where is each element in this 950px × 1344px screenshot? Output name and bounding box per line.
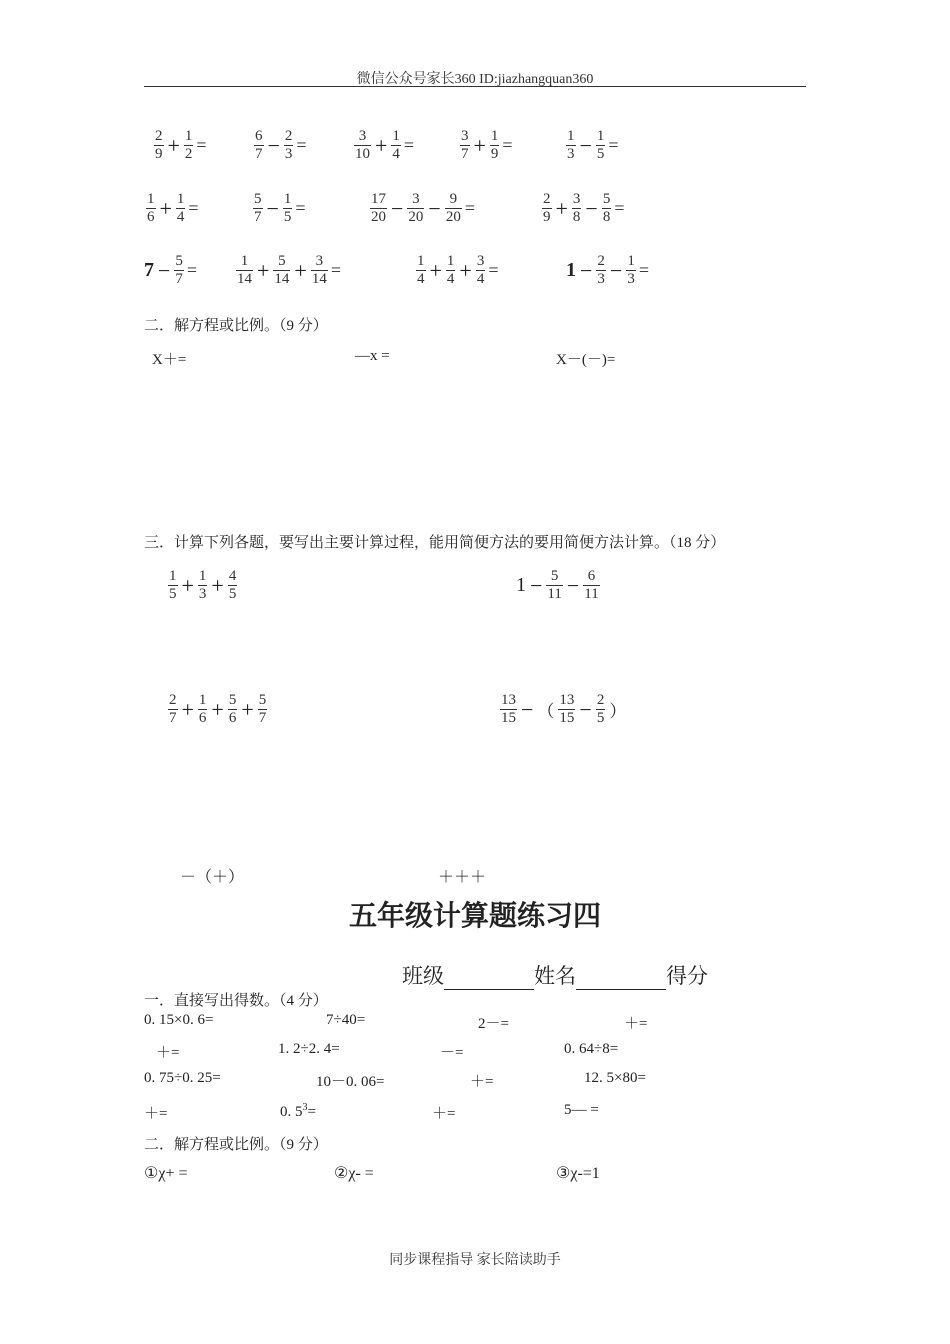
fraction: $\frac{13}{15}$ (559, 692, 575, 726)
fraction: $\frac{5}{6}$ (228, 692, 237, 726)
problem-3-1 (166, 568, 239, 603)
operator: + (375, 132, 388, 158)
worksheet-title: 五年级计算题练习四 (348, 899, 601, 932)
operator: + (241, 696, 254, 722)
paren-close: ） (609, 702, 627, 721)
fraction: $\frac{1}{3}$ (567, 128, 575, 162)
expr-r3-3 (414, 253, 499, 288)
expr-r3-4 (566, 253, 649, 288)
equation-2: —x = (355, 348, 390, 364)
operator: + (429, 257, 442, 283)
section-2a-heading: 二．解方程或比例。（9 分） (144, 318, 328, 334)
header-text: 微信公众号家长360 ID:jiazhangquan360 (356, 72, 594, 87)
operator: + (211, 696, 224, 722)
fraction: $\frac{3}{14}$ (311, 253, 327, 287)
quick-calc-r2-1: ＋= (156, 1045, 180, 1061)
problem-3-4 (498, 692, 628, 727)
fraction: $\frac{1}{9}$ (490, 128, 499, 162)
fraction: $\frac{1}{3}$ (198, 568, 207, 602)
fraction: $\frac{3}{20}$ (408, 191, 424, 225)
fraction: $\frac{4}{5}$ (228, 568, 237, 602)
operator: − (566, 572, 580, 598)
expr-r1-4 (458, 128, 513, 163)
expr-r2-1 (144, 191, 199, 226)
quick-calc-r4-4: 5— = (564, 1102, 599, 1118)
whole-number: 1 (566, 259, 576, 281)
operator: − (266, 195, 279, 221)
equals: = (638, 260, 649, 280)
quick-calc-r4-2 (280, 1102, 316, 1121)
fraction: $\frac{5}{7}$ (175, 253, 183, 287)
quick-calc-r3-3: ＋= (470, 1074, 494, 1090)
equation-3: X－(－)= (556, 352, 616, 368)
operator: + (555, 195, 568, 221)
equation-b-2: ②χ- = (334, 1165, 374, 1182)
operator: − (580, 257, 593, 283)
quick-calc-r2-2: 1. 2÷2. 4= (278, 1041, 340, 1057)
fraction: $\frac{5}{11}$ (547, 568, 562, 602)
quick-calc-r2-3: －= (440, 1045, 464, 1061)
expr-r3-1 (144, 253, 197, 288)
equation-1: X＋= (152, 352, 187, 368)
section-1-heading: 一．直接写出得数。（4 分） (144, 993, 328, 1009)
equation-b-1: ①χ+ = (144, 1165, 188, 1182)
fraction: $\frac{1}{2}$ (184, 128, 193, 162)
leftover-expr-2: ＋＋＋ (438, 869, 487, 886)
whole-number: 1 (516, 574, 526, 596)
class-blank[interactable] (444, 968, 534, 990)
footer-text: 同步课程指导 家长陪读助手 (389, 1253, 561, 1268)
quick-calc-r3-1: 0. 75÷0. 25= (144, 1070, 221, 1086)
fraction: $\frac{2}{7}$ (169, 692, 177, 726)
fraction: $\frac{3}{4}$ (476, 253, 485, 287)
score-label: 得分 (666, 964, 708, 988)
operator: − (585, 195, 598, 221)
fraction: $\frac{1}{6}$ (198, 692, 207, 726)
operator: − (521, 696, 534, 722)
expr-r3-2 (234, 253, 341, 288)
expr-r1-2 (252, 128, 307, 163)
operator: + (181, 696, 194, 722)
name-label: 姓名 (534, 964, 576, 988)
quick-calc-r3-2: 10－0. 06= (316, 1074, 385, 1090)
operator: + (159, 195, 172, 221)
operator: − (391, 195, 404, 221)
operator: − (579, 132, 592, 158)
equals: = (502, 135, 513, 155)
paren-open: （ (537, 702, 555, 721)
class-label: 班级 (402, 964, 444, 988)
operator: − (158, 257, 171, 283)
fraction: $\frac{2}{3}$ (597, 253, 605, 287)
equals: = (464, 198, 475, 218)
operator: − (428, 195, 441, 221)
leftover-expr-1: －（＋） (180, 869, 245, 886)
equals: = (488, 260, 499, 280)
operator: + (459, 257, 472, 283)
class-name-score-line (402, 960, 708, 990)
equals: = (608, 135, 619, 155)
quick-calc-r1-3: 2－= (478, 1016, 509, 1032)
operator: − (267, 132, 280, 158)
operator: + (181, 572, 194, 598)
fraction: $\frac{1}{4}$ (176, 191, 185, 225)
expr-r2-2 (251, 191, 306, 226)
operator: − (530, 572, 543, 598)
expr-r1-5 (564, 128, 619, 163)
fraction: $\frac{1}{5}$ (169, 568, 177, 602)
operator: + (167, 132, 180, 158)
quick-calc-r3-4: 12. 5×80= (584, 1070, 646, 1086)
operator: + (473, 132, 486, 158)
expr-r1-3 (352, 128, 414, 163)
fraction: $\frac{1}{6}$ (147, 191, 155, 225)
quick-calc-r2-4: 0. 64÷8= (564, 1041, 619, 1057)
fraction: $\frac{5}{7}$ (258, 692, 267, 726)
equals: = (186, 260, 198, 280)
fraction: $\frac{2}{9}$ (155, 128, 163, 162)
fraction: $\frac{1}{5}$ (283, 191, 292, 225)
quick-calc-r1-1: 0. 15×0. 6= (144, 1012, 214, 1028)
fraction: $\frac{1}{4}$ (392, 128, 400, 162)
fraction: $\frac{17}{20}$ (371, 191, 386, 225)
power-base: 0. 5 (280, 1104, 303, 1120)
equation-b-3: ③χ-=1 (556, 1165, 600, 1182)
quick-calc-r1-2: 7÷40= (326, 1012, 366, 1028)
equals: = (614, 198, 625, 218)
equals: = (307, 1104, 316, 1120)
fraction: $\frac{1}{4}$ (417, 253, 425, 287)
header-rule (144, 86, 806, 87)
fraction: $\frac{1}{4}$ (446, 253, 455, 287)
fraction: $\frac{9}{20}$ (445, 191, 461, 225)
equals: = (188, 198, 199, 218)
problem-3-3 (166, 692, 269, 727)
fraction: $\frac{1}{14}$ (237, 253, 252, 287)
fraction: $\frac{6}{11}$ (584, 568, 599, 602)
section-2b-heading: 二．解方程或比例。（9 分） (144, 1137, 328, 1153)
operator: − (609, 257, 623, 283)
fraction: $\frac{6}{7}$ (255, 128, 263, 162)
expr-r2-4 (540, 191, 625, 226)
fraction: $\frac{1}{3}$ (627, 253, 635, 287)
fraction: $\frac{3}{8}$ (572, 191, 581, 225)
equals: = (403, 135, 415, 155)
quick-calc-r1-4: ＋= (624, 1016, 648, 1032)
operator: − (579, 696, 592, 722)
fraction: $\frac{3}{10}$ (355, 128, 370, 162)
expr-r2-3 (368, 191, 475, 226)
fraction: $\frac{13}{15}$ (501, 692, 516, 726)
operator: + (294, 257, 307, 283)
name-blank[interactable] (576, 968, 666, 990)
operator: + (211, 572, 224, 598)
fraction: $\frac{2}{5}$ (596, 692, 605, 726)
equals: = (196, 135, 207, 155)
quick-calc-r4-3: ＋= (432, 1106, 456, 1122)
expr-r1-1 (152, 128, 207, 163)
operator: + (257, 257, 270, 283)
quick-calc-r4-1: ＋= (144, 1106, 168, 1122)
power-exponent: 3 (302, 1102, 308, 1113)
equals: = (330, 260, 341, 280)
equals: = (295, 198, 306, 218)
fraction: $\frac{1}{5}$ (596, 128, 605, 162)
equals: = (296, 135, 307, 155)
fraction: $\frac{3}{7}$ (461, 128, 469, 162)
fraction: $\frac{5}{8}$ (602, 191, 611, 225)
fraction: $\frac{2}{9}$ (543, 191, 551, 225)
fraction: $\frac{2}{3}$ (284, 128, 293, 162)
problem-3-2 (516, 568, 602, 603)
section-3-heading: 三．计算下列各题，要写出主要计算过程，能用简便方法的要用简便方法计算。（18 分） (144, 535, 726, 551)
whole-number: 7 (144, 259, 154, 281)
fraction: $\frac{5}{7}$ (254, 191, 262, 225)
fraction: $\frac{5}{14}$ (274, 253, 290, 287)
